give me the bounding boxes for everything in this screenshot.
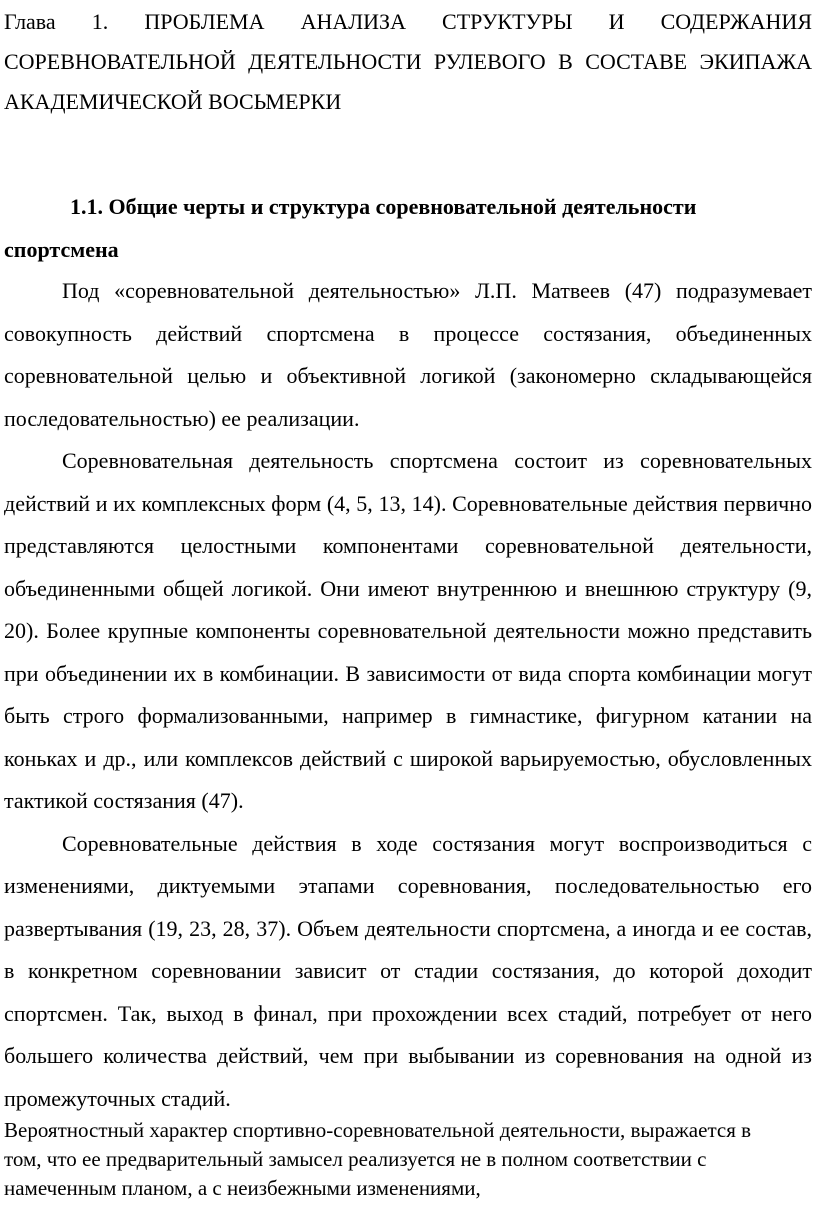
chapter-title: Глава 1. ПРОБЛЕМА АНАЛИЗА СТРУКТУРЫ И СОДЕРЖАНИЯ СОРЕВНОВАТЕЛЬНОЙ ДЕЯТЕЛЬНОСТИ РУЛЕВОГО В СОСТАВЕ ЭКИПАЖА АКАДЕМИЧЕСКОЙ ВОСЬМЕРКИ [4,9,812,114]
paragraph-1: Под «соревновательной деятельностью» Л.П. Матвеев (47) подразумевает совокупность действий спортсмена в процессе состязания, объединенных соревновательной целью и объективной логикой (закономерно складывающейся последовательностью) ее реализации. [4,278,812,431]
section-title: 1.1. Общие черты и структура соревновательной деятельности спортсмена [4,194,697,262]
paragraph-3: Соревновательные действия в ходе состязания могут воспроизводиться с изменениями, диктуемыми этапами соревнования, последовательностью его развертывания (19, 23, 28, 37). Объем деятельности спортсмена, а иногда и ее состав, в конкретном соревновании зависит от стадии состязания, до которой доходит спортсмен. Так, выход в финал, при прохождении всех стадий, потребует от него большего количества действий, чем при выбывании из соревнования на одной из промежуточных стадий. [4,830,812,1111]
paragraph-4: Вероятностный характер спортивно-соревновательной деятельности, выражается в том, что ее предварительный замысел реализуется не в полном соответствии с намеченным планом, а с неизбежными изменениями, [4,1118,752,1200]
paragraph-2: Соревновательная деятельность спортсмена состоит из соревновательных действий и их комплексных форм (4, 5, 13, 14). Соревновательные действия первично представляются целостными компонентами соревновательной деятельности, объединенными общей логикой. Они имеют внутреннюю и внешнюю структуру (9, 20). Более крупные компоненты соревновательной деятельности можно представить при объединении их в комбинации. В зависимости от вида спорта комбинации могут быть строго формализованными, например в гимнастике, фигурном катании на коньках и др., или комплексов действий с широкой варьируемостью, обусловленных тактикой состязания (47). [4,448,812,813]
